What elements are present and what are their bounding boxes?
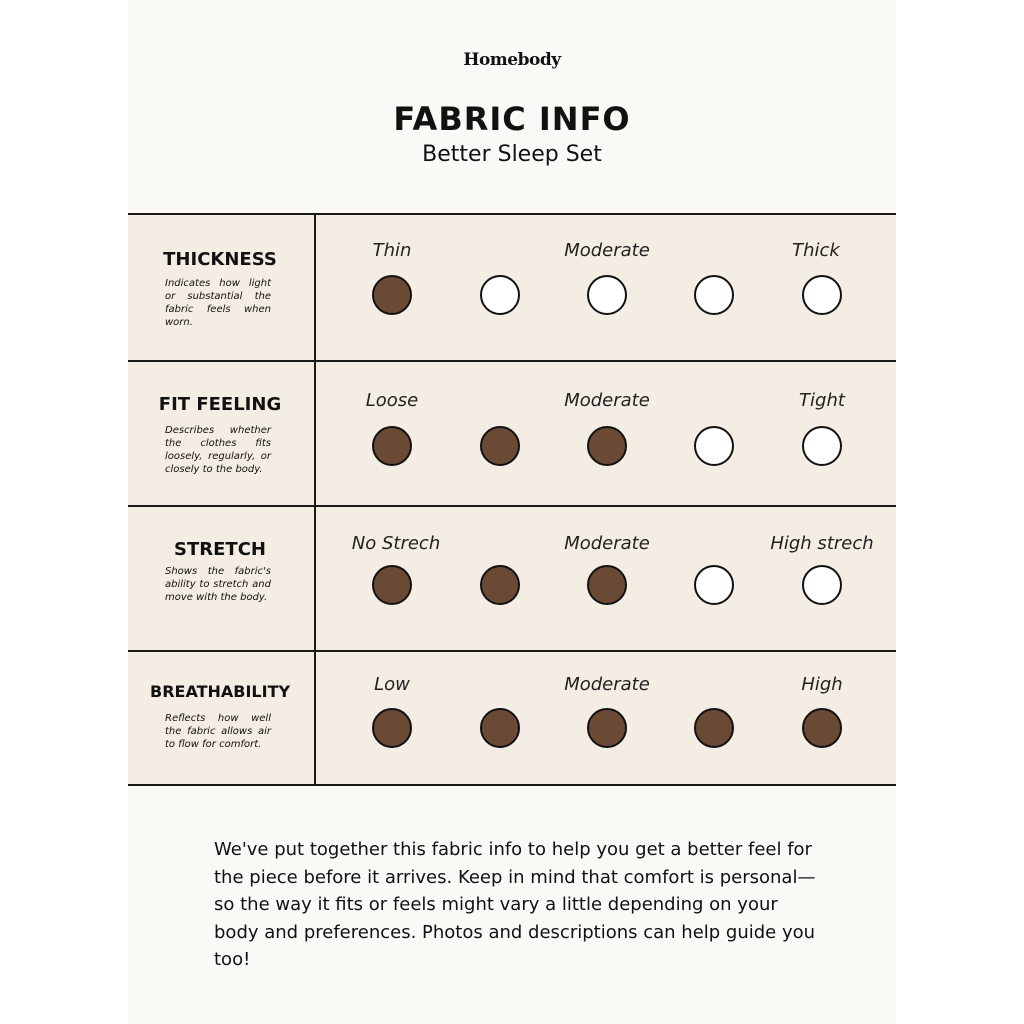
row-title: BREATHABILITY bbox=[150, 682, 291, 701]
disclaimer-text: We've put together this fabric info to help you get a better feel for the piece before it arrives. Keep in mind that comfort is personal—so the way it fits or feels might vary a little depending on your body and preferences. Photos and descriptions can help guide you too! bbox=[214, 839, 816, 970]
scale-label-low: No Strech bbox=[351, 533, 441, 554]
scale-label-mid: Moderate bbox=[564, 390, 650, 411]
fabric-info-card bbox=[128, 0, 896, 1024]
rating-dot-filled bbox=[587, 426, 627, 466]
fabric-rating-table bbox=[128, 213, 896, 786]
rating-dot-empty bbox=[694, 565, 734, 605]
rating-row-stretch bbox=[128, 505, 896, 652]
row-title: FIT FEELING bbox=[158, 394, 282, 415]
scale-label-low: Thin bbox=[372, 240, 412, 261]
rating-dot-filled bbox=[802, 708, 842, 748]
rating-dot-filled bbox=[587, 708, 627, 748]
rating-dot-filled bbox=[372, 275, 412, 315]
row-description: Indicates how light or substantial the fabric feels when worn. bbox=[165, 278, 271, 328]
scale-label-mid: Moderate bbox=[564, 674, 650, 695]
rating-row-fit-feeling bbox=[128, 360, 896, 507]
scale-label-high: High strech bbox=[770, 533, 874, 554]
page-title: FABRIC INFO bbox=[393, 100, 631, 138]
rating-dot-filled bbox=[372, 565, 412, 605]
scale-label-high: Tight bbox=[799, 390, 845, 411]
rating-dot-empty bbox=[802, 275, 842, 315]
rating-dot-empty bbox=[587, 275, 627, 315]
scale-label-low: Loose bbox=[365, 390, 419, 411]
row-description: Describes whether the clothes fits loosely, regularly, or closely to the body. bbox=[165, 425, 271, 475]
rating-dot-empty bbox=[480, 275, 520, 315]
rating-row-thickness bbox=[128, 215, 896, 360]
row-title: THICKNESS bbox=[163, 249, 277, 270]
rating-dot-filled bbox=[587, 565, 627, 605]
row-title: STRETCH bbox=[174, 539, 266, 560]
rating-dot-filled bbox=[480, 708, 520, 748]
rating-dot-filled bbox=[694, 708, 734, 748]
rating-dot-empty bbox=[802, 426, 842, 466]
rating-dot-filled bbox=[372, 426, 412, 466]
row-description: Reflects how well the fabric allows air to flow for comfort. bbox=[165, 713, 271, 750]
rating-dot-empty bbox=[802, 565, 842, 605]
rating-dot-filled bbox=[480, 426, 520, 466]
scale-label-low: Low bbox=[374, 674, 410, 695]
rating-row-breathability bbox=[128, 650, 896, 788]
rating-dot-empty bbox=[694, 275, 734, 315]
rating-dot-filled bbox=[372, 708, 412, 748]
scale-label-mid: Moderate bbox=[564, 240, 650, 261]
row-description: Shows the fabric's ability to stretch and move with the body. bbox=[165, 566, 271, 603]
brand-logo: Homebody bbox=[463, 50, 561, 70]
scale-label-high: Thick bbox=[792, 240, 840, 261]
scale-label-mid: Moderate bbox=[564, 533, 650, 554]
scale-label-high: High bbox=[801, 674, 843, 695]
rating-dot-empty bbox=[694, 426, 734, 466]
rating-dot-filled bbox=[480, 565, 520, 605]
page-subtitle: Better Sleep Set bbox=[422, 142, 602, 167]
